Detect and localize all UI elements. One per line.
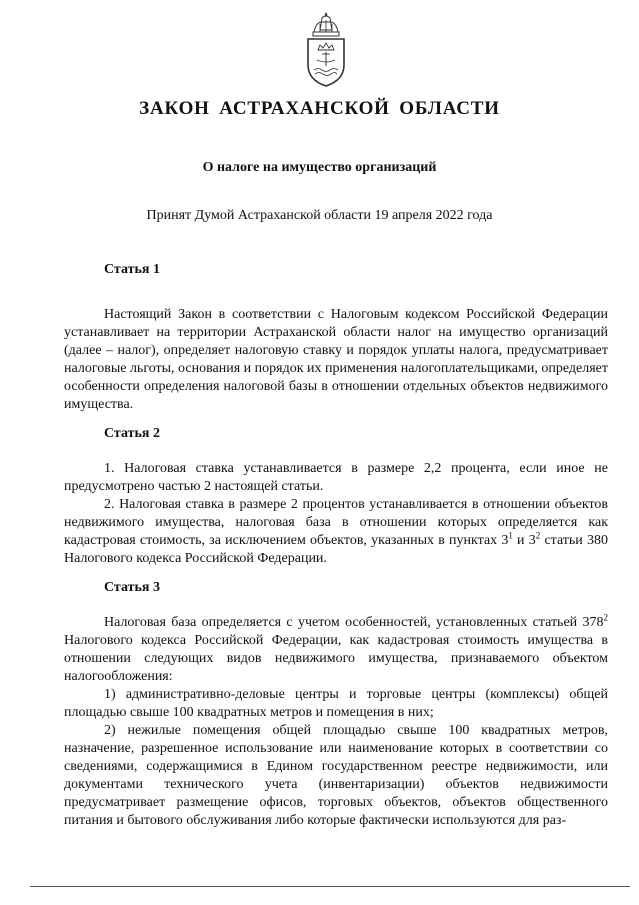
article-3-intro <box>64 614 608 686</box>
article-1-paragraph: Настоящий Закон в соответствии с Налоговым кодексом Российской Федерации устанавливает на территории Астраханской области налог на имущество организаций (далее – налог), определяет налоговую ставку и порядок уплаты налога, предусматривает налоговые льготы, основания и порядок их применения налогоплательщиками, определяет особенности определения налоговой базы в отношении отдельных объектов недвижимого имущества. <box>64 307 608 412</box>
article-2-part-2-text-c: статьи 380 Налогового кодекса Российской Федерации. <box>64 533 608 566</box>
article-3-item-1: 1) административно-деловые центры и торговые центры (комплексы) общей площадью свыше 100 квадратных метров и помещения в них; <box>64 687 608 720</box>
article-2-sup-1: 1 <box>508 530 513 541</box>
article-2-part-2 <box>64 496 608 568</box>
law-subject: О налоге на имущество организаций <box>202 160 437 175</box>
article-2-part-1: 1. Налоговая ставка устанавливается в размере 2,2 процента, если иное не предусмотрено частью 2 настоящей статьи. <box>64 461 608 494</box>
page-bottom-rule <box>30 886 630 887</box>
article-2-heading: Статья 2 <box>104 426 160 441</box>
article-3-heading: Статья 3 <box>104 580 160 595</box>
article-3-intro-text-a: Налоговая база определяется с учетом особенностей, установленных статьей 378 <box>104 615 604 630</box>
article-3-sup-1: 2 <box>603 612 608 623</box>
article-1-heading: Статья 1 <box>104 262 160 277</box>
article-2-part-2-text-b: и 3 <box>512 533 536 548</box>
article-2-part-2-text-a: 2. Налоговая ставка в размере 2 процентов устанавливается в отношении объектов недвижимого имущества, налоговая база в отношении которых определяется как кадастровая стоимость, за исключением объектов, указанных в пунктах 3 <box>64 497 608 548</box>
article-3-intro-text-b: Налогового кодекса Российской Федерации, как кадастровая стоимость имущества в отношении следующих видов недвижимого имущества, признаваемого объектом налогообложения: <box>64 633 608 684</box>
coat-of-arms-emblem <box>300 10 352 90</box>
adoption-note: Принят Думой Астраханской области 19 апреля 2022 года <box>146 208 493 223</box>
article-3-item-2: 2) нежилые помещения общей площадью свыше 100 квадратных метров, назначение, разрешенное использование или наименование которых в соответствии со сведениями, содержащимися в Едином государственном реестре недвижимости, или документами технического учета (инвентаризации) объектов недвижимости предусматривает размещение офисов, торговых объектов, объектов общественного питания и бытового обслуживания либо которые фактически используются для раз- <box>64 723 608 828</box>
law-title: ЗАКОН АСТРАХАНСКОЙ ОБЛАСТИ <box>139 98 500 119</box>
crown-shield-icon <box>300 10 352 90</box>
article-2-sup-2: 2 <box>535 530 541 541</box>
